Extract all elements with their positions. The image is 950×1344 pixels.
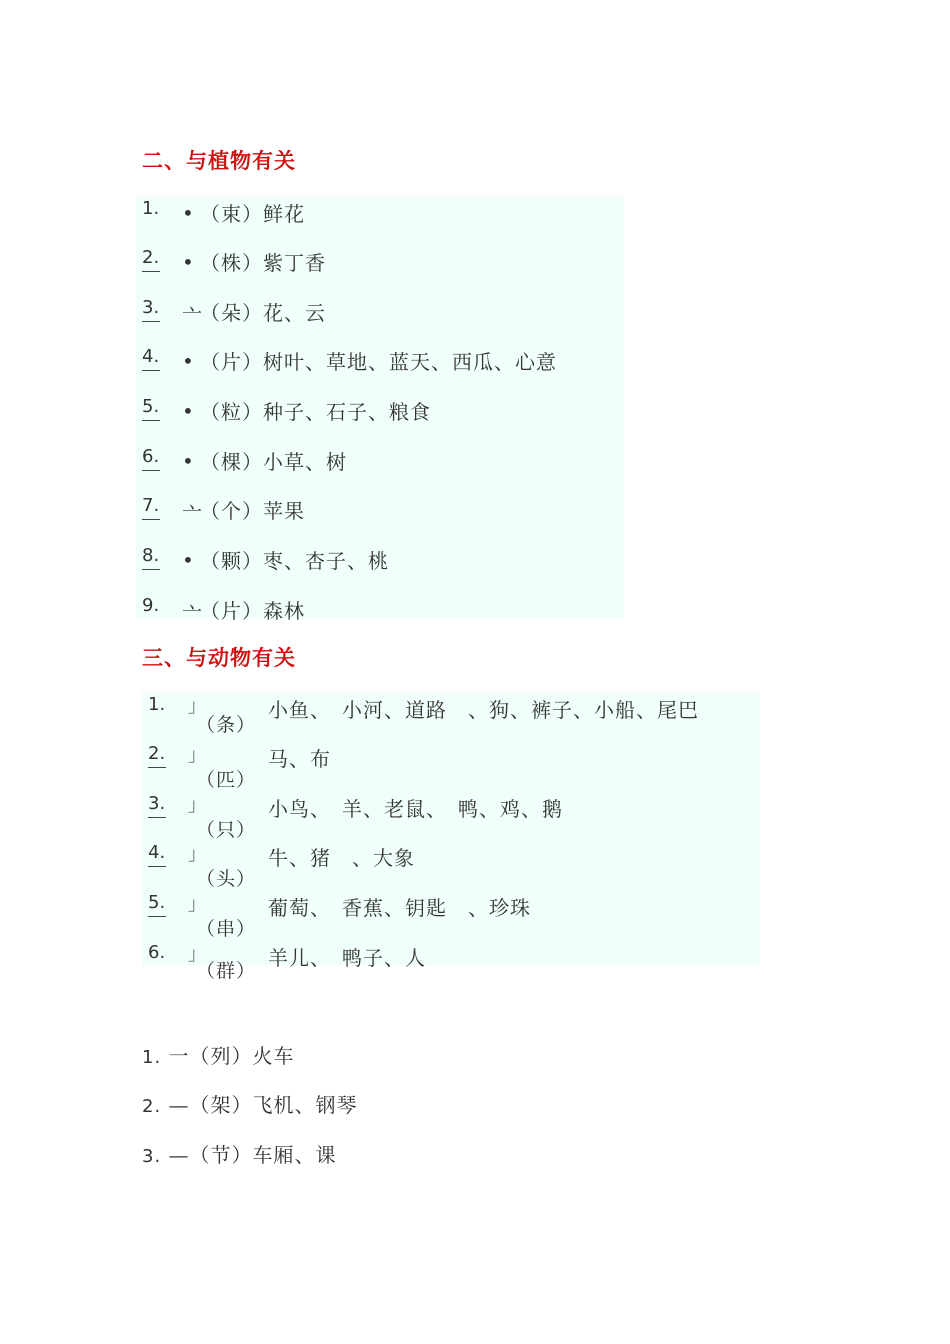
item-text: —（节）车厢、课 [168,1143,337,1167]
item-number: 6. [142,446,160,467]
section-heading-plants: 二、与植物有关 [142,149,296,173]
animal-measure-list [142,692,760,982]
item-marker: • [182,349,194,373]
plant-measure-list [136,196,624,626]
item-number: 5. [142,396,160,417]
item-text: 牛、猪 、大象 [268,846,415,870]
dash-divider [148,767,166,768]
item-number: 8. [142,545,160,566]
item-text: 葡萄、 香蕉、钥匙 、珍珠 [268,896,531,920]
item-text: 马、布 [268,747,331,771]
item-bracket: 」 [188,894,206,915]
list-item [136,344,624,394]
item-marker: • [182,449,194,473]
item-marker: • [182,201,194,225]
item-bracket: 」 [188,944,206,965]
item-text: （片）森林 [200,599,305,623]
item-text: （个）苹果 [200,499,305,523]
list-item [136,493,624,543]
item-number: 1. [142,1047,162,1068]
dash-divider [148,866,166,867]
dash-divider [148,916,166,917]
item-text: 一（列）火车 [168,1044,295,1068]
dash-divider [142,470,160,471]
list-item [142,741,760,791]
list-item [142,890,760,940]
list-item [136,444,624,494]
item-measure-word: （群） [196,960,257,982]
list-item [142,692,760,742]
list-item [136,295,624,345]
item-measure-word: （条） [196,714,257,736]
item-text: （朵）花、云 [200,301,326,325]
list-item [142,791,760,841]
list-item [136,593,624,643]
list-item [136,196,624,246]
list-item [142,940,760,990]
item-text: （棵）小草、树 [200,450,347,474]
dash-divider [148,817,166,818]
item-number: 4. [148,842,166,863]
item-text: —（架）飞机、钢琴 [168,1093,358,1117]
item-number: 3. [142,297,160,318]
list-item [136,245,624,295]
item-bracket: 」 [188,696,206,717]
item-text: （束）鲜花 [200,202,305,226]
item-number: 4. [142,346,160,367]
item-number: 9. [142,595,160,616]
item-measure-word: （只） [196,819,257,841]
list-item [136,543,624,593]
item-text: 小鸟、 羊、老鼠、 鸭、鸡、鹅 [268,797,563,821]
dash-divider [142,370,160,371]
item-number: 6. [148,942,166,963]
list-item [142,1139,337,1168]
item-bracket: 」 [188,795,206,816]
item-text: （片）树叶、草地、蓝天、西瓜、心意 [200,350,557,374]
dash-divider [142,321,160,322]
dash-divider [142,420,160,421]
item-number: 2. [142,247,160,268]
item-measure-word: （头） [196,868,257,890]
item-number: 2. [148,743,166,764]
item-text: 羊儿、 鸭子、人 [268,946,426,970]
list-item [142,1089,358,1118]
item-measure-word: （串） [196,918,257,940]
item-marker: • [182,250,194,274]
item-bracket: 」 [188,844,206,865]
item-measure-word: （匹） [196,769,257,791]
item-bracket: 」 [188,745,206,766]
item-marker: • [182,548,194,572]
item-number: 3. [148,793,166,814]
dash-divider [142,519,160,520]
item-number: 1. [142,198,160,219]
item-number: 7. [142,495,160,516]
item-text: （颗）枣、杏子、桃 [200,549,389,573]
item-marker: 亠 [182,502,202,526]
item-number: 1. [148,694,166,715]
dash-divider [142,271,160,272]
section-heading-animals: 三、与动物有关 [142,646,296,670]
list-item [142,1040,295,1069]
dash-divider [142,569,160,570]
item-text: （株）紫丁香 [200,251,326,275]
item-number: 3. [142,1146,162,1167]
item-text: 小鱼、 小河、道路 、狗、裤子、小船、尾巴 [268,698,699,722]
list-item [136,394,624,444]
item-number: 5. [148,892,166,913]
item-marker: 亠 [182,602,202,626]
item-text: （粒）种子、石子、粮食 [200,400,431,424]
item-marker: • [182,399,194,423]
item-marker: 亠 [182,304,202,328]
item-number: 2. [142,1096,162,1117]
list-item [142,840,760,890]
